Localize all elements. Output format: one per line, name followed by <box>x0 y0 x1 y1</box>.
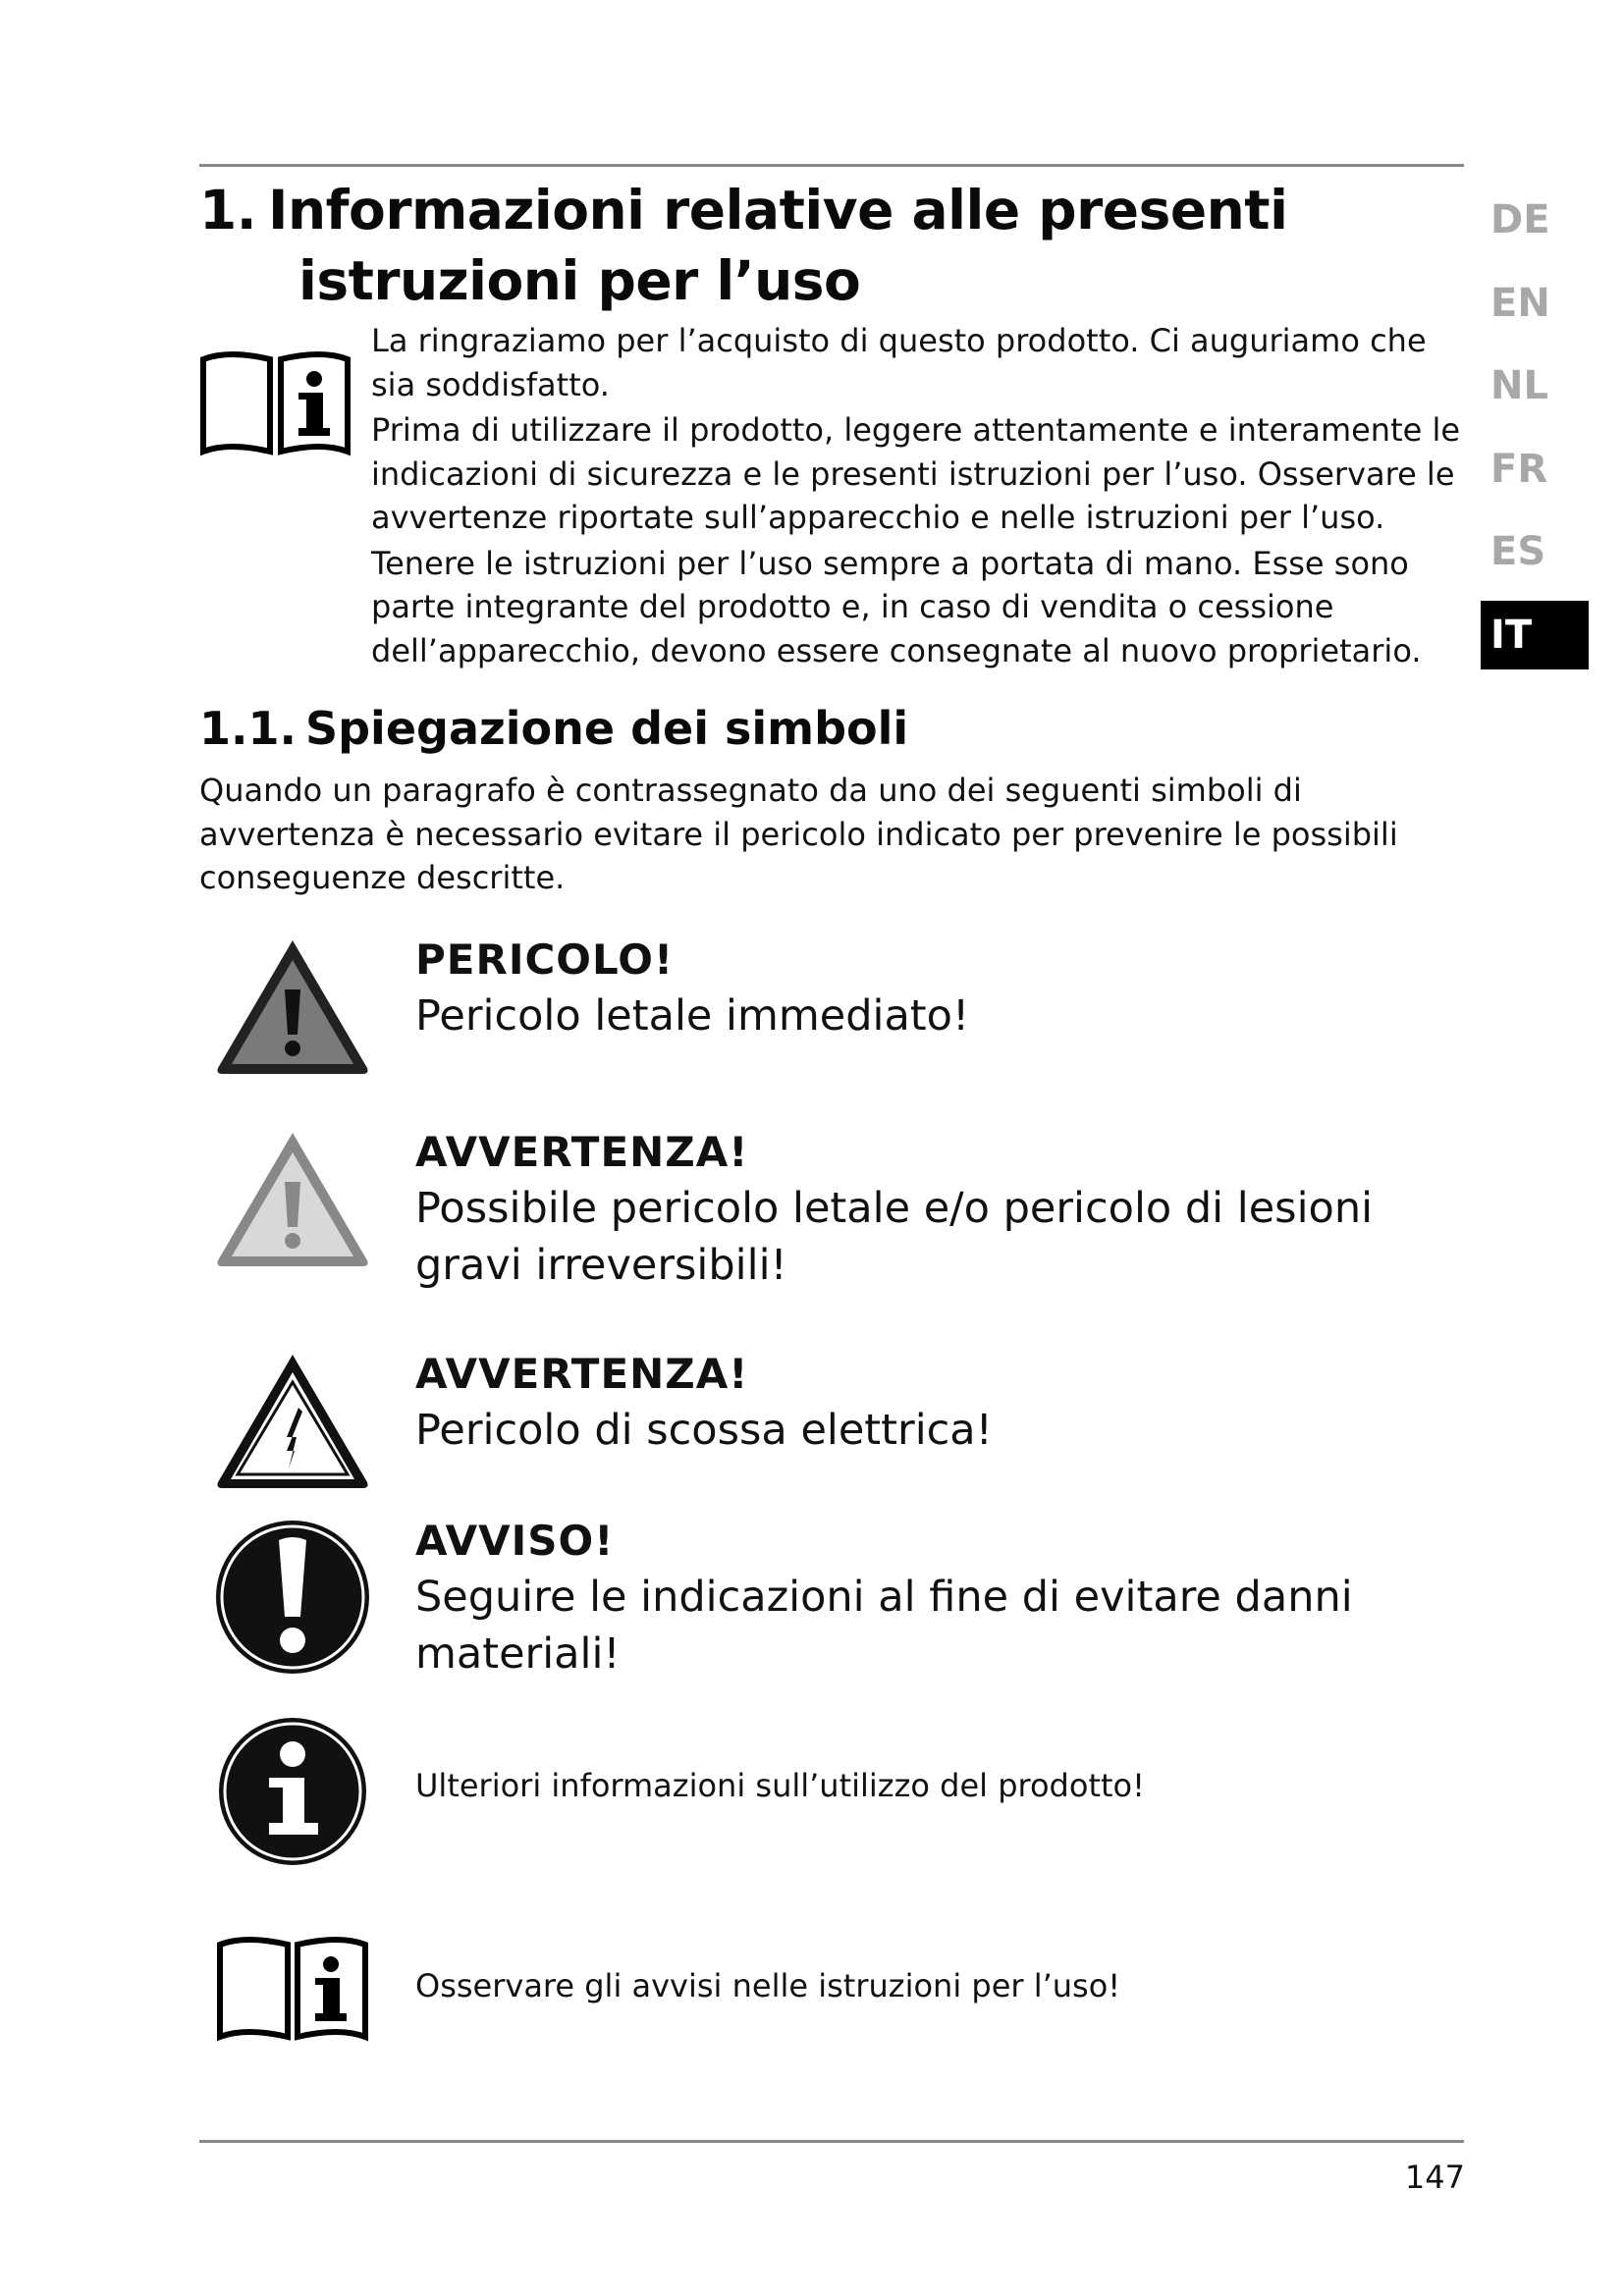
symbol-title: AVVERTENZA! <box>415 1128 749 1176</box>
intro-paragraph: La ringraziamo per l’acquisto di questo prodotto. Ci auguriamo che sia soddisfatto. <box>371 322 1427 403</box>
electric-shock-icon <box>214 1347 371 1504</box>
exclamation-circle-icon <box>214 1519 371 1676</box>
section-title: Spiegazione dei simboli <box>305 702 909 755</box>
symbol-text <box>415 1964 1456 2007</box>
symbol-text <box>415 1764 1456 1807</box>
warning-triangle-icon <box>214 1125 371 1282</box>
title-line-1: Informazioni relative alle presenti <box>268 179 1288 241</box>
language-tab-en[interactable]: EN <box>1490 281 1550 326</box>
page-number: 147 <box>1404 2159 1465 2196</box>
intro-paragraph: Prima di utilizzare il prodotto, leggere attentamente e interamente le indicazioni di sicurezza e le presenti istruzioni per l’uso. Osservare le avvertenze riportate sull’apparecchio e nelle istruzioni per l’uso. <box>371 411 1461 536</box>
title-line-2: istruzioni per l’uso <box>298 249 861 312</box>
language-tab-fr[interactable]: FR <box>1490 447 1548 492</box>
symbol-description: Possibile pericolo letale e/o pericolo di lesioni gravi irreversibili! <box>415 1184 1374 1290</box>
symbol-text <box>415 1347 1456 1459</box>
symbol-title: AVVISO! <box>415 1517 615 1565</box>
language-tab-it[interactable]: IT <box>1481 601 1589 669</box>
language-tab-es[interactable]: ES <box>1490 529 1546 574</box>
symbol-description: Ulteriori informazioni sull’utilizzo del prodotto! <box>415 1767 1145 1804</box>
book-info-icon <box>214 1929 371 2047</box>
top-rule <box>199 164 1464 167</box>
language-tab-de[interactable]: DE <box>1490 197 1550 242</box>
intro-paragraph: Tenere le istruzioni per l’uso sempre a portata di mano. Esse sono parte integrante del prodotto e, in caso di vendita o cessione dell’apparecchio, devono essere consegnate al nuovo proprietario. <box>371 544 1422 669</box>
symbol-text <box>415 1125 1456 1294</box>
symbol-title: PERICOLO! <box>415 935 675 984</box>
section-heading <box>199 699 908 758</box>
symbol-text <box>415 933 1456 1044</box>
symbol-description: Osservare gli avvisi nelle istruzioni per l’uso! <box>415 1967 1121 2004</box>
symbol-description: Pericolo letale immediato! <box>415 991 970 1041</box>
danger-triangle-icon <box>214 933 371 1090</box>
symbol-title: AVVERTENZA! <box>415 1350 749 1398</box>
title-number: 1. <box>199 179 257 241</box>
section-number: 1.1. <box>199 702 297 755</box>
language-tab-nl[interactable]: NL <box>1490 363 1548 408</box>
symbol-description: Seguire le indicazioni al fine di evitare danni materiali! <box>415 1573 1353 1679</box>
section-description: Quando un paragrafo è contrassegnato da uno dei seguenti simboli di avvertenza è necessario evitare il pericolo indicato per prevenire le possibili conseguenze descritte. <box>199 772 1398 896</box>
page-title <box>199 175 1287 316</box>
symbol-description: Pericolo di scossa elettrica! <box>415 1406 993 1455</box>
bottom-rule <box>199 2140 1464 2143</box>
symbol-text <box>415 1514 1456 1682</box>
info-circle-icon <box>214 1713 371 1870</box>
book-info-icon <box>199 346 352 458</box>
intro-text <box>371 319 1469 674</box>
